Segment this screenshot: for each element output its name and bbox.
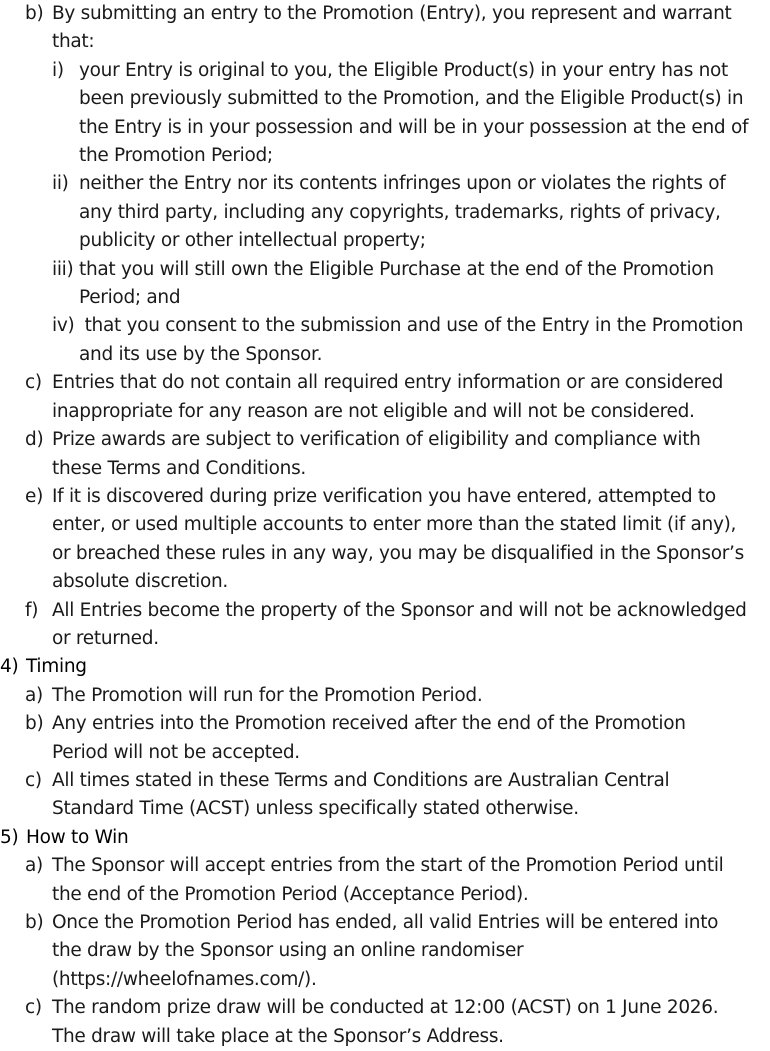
list-item [0,483,770,597]
item-text: The random prize draw will be conducted at 12:00 (ACST) on 1 June 2026. [52,997,719,1019]
item-text: Prize awards are subject to verification of eligibility and compliance with [52,429,701,451]
item-text: absolute discretion. [52,571,229,593]
item-marker: b) [25,3,44,24]
item-text: inappropriate for any reason are not eligible and will not be considered. [52,400,695,422]
item-text: or breached these rules in any way, you may be disqualified in the Sponsor’s [52,542,744,564]
item-marker: iii) [52,258,74,280]
section-title: How to Win [26,826,129,848]
item-text: the draw by the Sponsor using an online randomiser [52,940,524,962]
item-marker: c) [25,372,42,394]
item-marker: e) [25,485,43,507]
list-item [0,0,770,57]
section-number: 4) [0,656,19,678]
item-text: or returned. [52,627,159,649]
section-heading [0,653,770,681]
item-marker: c) [25,997,42,1019]
item-text: By submitting an entry to the Promotion (Entry), you represent and warrant [52,3,732,24]
item-text: Standard Time (ACST) unless specifically stated otherwise. [52,798,579,820]
item-text: The Promotion will run for the Promotion Period. [52,684,483,706]
item-text: All times stated in these Terms and Conditions are Australian Central [52,769,670,791]
item-marker: iv) [52,315,75,337]
item-text: All Entries become the property of the Sponsor and will not be acknowledged [52,599,747,621]
item-marker: b) [25,912,44,933]
item-text: that: [52,31,95,53]
item-text: publicity or other intellectual property; [79,230,426,252]
section-number: 5) [0,826,19,848]
item-marker: b) [25,713,44,735]
item-text: the end of the Promotion Period (Acceptance Period). [52,883,529,905]
item-text: The draw will take place at the Sponsor’s Address. [52,1025,504,1047]
list-item [0,682,770,710]
item-text: that you consent to the submission and use of the Entry in the Promotion [79,315,744,337]
item-marker: ii) [52,173,69,195]
item-text: that you will still own the Eligible Purchase at the end of the Promotion [79,258,714,280]
list-item [0,170,770,255]
item-marker: i) [52,59,64,81]
list-item [0,710,770,767]
list-item [0,256,770,313]
item-text: Period will not be accepted. [52,741,300,763]
item-marker: a) [25,684,43,706]
list-item [0,597,770,654]
item-text: the Promotion Period; [79,145,273,167]
list-item [0,57,770,171]
list-item [0,426,770,483]
item-marker: a) [25,855,43,877]
list-item [0,312,770,369]
list-item [0,994,770,1051]
item-text: and its use by the Sponsor. [79,343,323,365]
item-text: any third party, including any copyrights, trademarks, rights of privacy, [79,201,721,223]
list-item [0,852,770,909]
item-text: Once the Promotion Period has ended, all valid Entries will be entered into [52,912,719,933]
item-text: your Entry is original to you, the Eligible Product(s) in your entry has not [79,59,729,81]
item-text: Any entries into the Promotion received after the end of the Promotion [52,713,686,735]
list-item [0,767,770,824]
item-text: The Sponsor will accept entries from the start of the Promotion Period until [52,855,724,877]
list-item [0,369,770,426]
section-title: Timing [26,656,87,678]
item-marker: d) [25,429,44,451]
item-marker: c) [25,769,42,791]
item-text: been previously submitted to the Promotion, and the Eligible Product(s) in [79,88,744,110]
item-marker: f) [25,599,39,621]
item-text: Period; and [79,287,181,309]
list-item [0,909,770,994]
item-text: (https://wheelofnames.com/). [52,968,317,990]
item-text: If it is discovered during prize verification you have entered, attempted to [52,485,716,507]
section-heading [0,824,770,852]
item-text: neither the Entry nor its contents infringes upon or violates the rights of [79,173,726,195]
item-text: enter, or used multiple accounts to enter more than the stated limit (if any), [52,514,737,536]
item-text: these Terms and Conditions. [52,457,307,479]
item-text: Entries that do not contain all required entry information or are considered [52,372,724,394]
item-text: the Entry is in your possession and will be in your possession at the end of [79,116,749,138]
